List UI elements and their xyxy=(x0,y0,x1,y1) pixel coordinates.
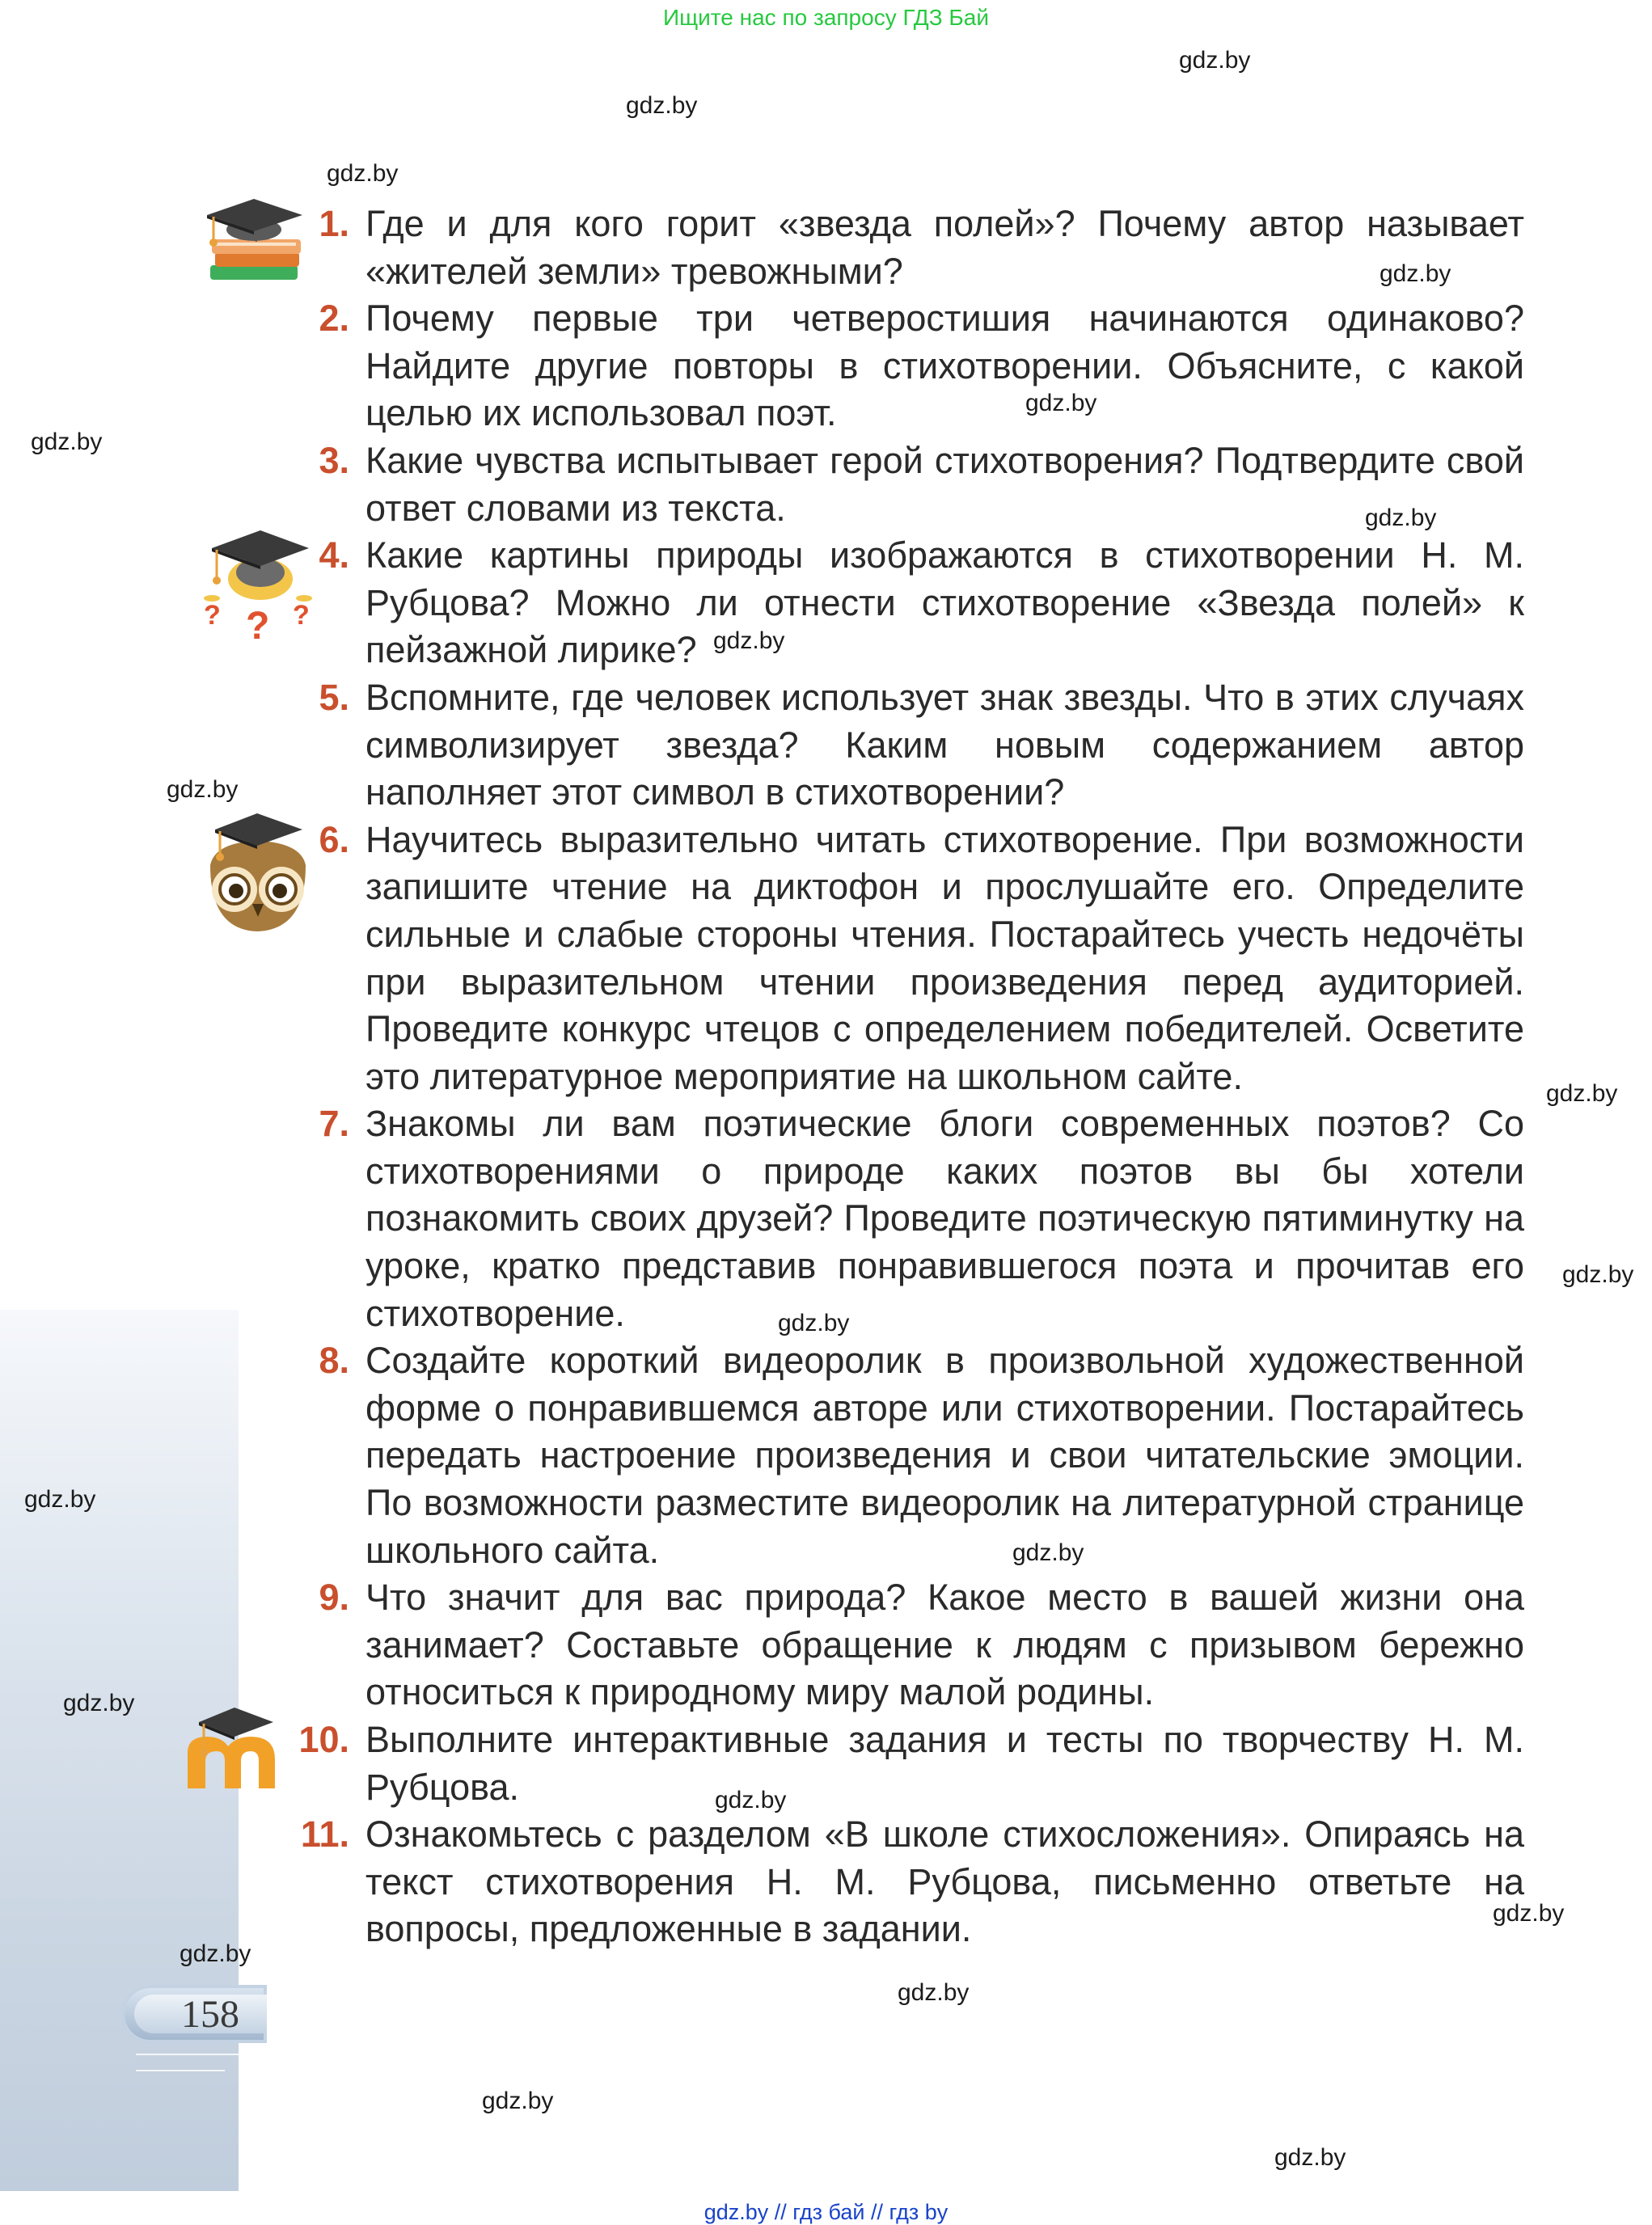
watermark: gdz.by xyxy=(715,1787,787,1813)
question-text: Где и для кого горит «звезда полей»? Почему автор называет «жителей земли» тревожными? xyxy=(365,203,1524,292)
question-item xyxy=(291,674,1524,817)
question-item xyxy=(291,201,1524,295)
question-text: Создайте короткий видеоролик в произвольной художественной форме о понравившемся авторе или стихотворении. Постарайтесь передать настроение произведения и свои читательские эмоции. По возможности разместите видеоролик на литературной странице школьного сайта. xyxy=(365,1340,1524,1571)
question-item xyxy=(291,1811,1524,1953)
question-number: 10. xyxy=(298,1719,349,1760)
watermark: gdz.by xyxy=(1562,1261,1634,1288)
watermark: gdz.by xyxy=(1379,260,1451,287)
footer-links[interactable]: gdz.by // гдз бай // гдз by xyxy=(703,2200,949,2224)
question-item xyxy=(291,1574,1524,1716)
question-number: 7. xyxy=(319,1103,349,1145)
question-number: 8. xyxy=(319,1340,349,1382)
question-number: 2. xyxy=(319,298,349,340)
watermark: gdz.by xyxy=(1546,1080,1618,1107)
question-text: Почему первые три четверостишия начинаются одинаково? Найдите другие повторы в стихотворении. Объясните, с какой целью их использовал поэт. xyxy=(365,298,1524,434)
question-item xyxy=(291,295,1524,437)
question-item xyxy=(291,1100,1524,1337)
watermark: gdz.by xyxy=(1025,390,1097,416)
watermark: gdz.by xyxy=(63,1690,135,1716)
tab-divider xyxy=(136,2070,225,2071)
question-number: 1. xyxy=(319,203,349,244)
question-number: 5. xyxy=(319,676,349,718)
watermark: gdz.by xyxy=(1493,1900,1565,1927)
question-number: 9. xyxy=(319,1577,349,1619)
question-item xyxy=(291,532,1524,674)
watermark: gdz.by xyxy=(327,160,399,187)
svg-text:?: ? xyxy=(204,600,221,631)
watermark: gdz.by xyxy=(31,429,103,455)
watermark: gdz.by xyxy=(180,1940,251,1967)
svg-text:?: ? xyxy=(293,600,310,631)
watermark: gdz.by xyxy=(24,1486,96,1513)
header-search-hint[interactable]: Ищите нас по запросу ГДЗ Бай xyxy=(662,5,990,30)
watermark: gdz.by xyxy=(482,2088,554,2114)
question-item xyxy=(291,1716,1524,1811)
moodle-m-icon xyxy=(180,1704,301,1793)
watermark: gdz.by xyxy=(713,627,785,654)
watermark: gdz.by xyxy=(1274,2144,1346,2171)
question-text: Что значит для вас природа? Какое место в вашей жизни она занимает? Составьте обращение к людям с призывом бережно относиться к природному миру малой родины. xyxy=(365,1577,1524,1713)
watermark: gdz.by xyxy=(1012,1539,1084,1566)
question-text: Научитесь выразительно читать стихотворение. При возможности запишите чтение на диктофон и прослушайте его. Определите сильные и слабые стороны чтения. Постарайтесь учесть недочёты при выразительном чтении произведения перед аудиторией. Проведите конкурс чтецов с определением победителей. Осветите это литературное мероприятие на школьном сайте. xyxy=(365,818,1524,1097)
question-text: Какие картины природы изображаются в стихотворении Н. М. Рубцова? Можно ли отнести стихотворение «Звезда полей» к пейзажной лирике? xyxy=(365,534,1524,671)
watermark: gdz.by xyxy=(167,776,239,803)
svg-text:?: ? xyxy=(246,605,270,647)
question-item xyxy=(291,817,1524,1101)
question-number: 4. xyxy=(319,534,349,576)
question-text: Какие чувства испытывает герой стихотворения? Подтвердите свой ответ словами из текста. xyxy=(365,439,1524,529)
question-text: Вспомните, где человек использует знак звезды. Что в этих случаях символизирует звезда? Каким новым содержанием автор наполняет этот символ в стихотворении? xyxy=(365,676,1524,813)
question-number: 6. xyxy=(319,818,349,860)
questions-list xyxy=(291,201,1524,1953)
question-number: 3. xyxy=(319,439,349,481)
question-text: Ознакомьтесь с разделом «В школе стихосложения». Опираясь на текст стихотворения Н. М. Рубцова, письменно ответьте на вопросы, предложенные в задании. xyxy=(365,1813,1524,1950)
page-number: 158 xyxy=(181,1993,239,2036)
watermark: gdz.by xyxy=(778,1310,850,1336)
watermark: gdz.by xyxy=(626,92,698,119)
question-number: 11. xyxy=(300,1813,349,1856)
watermark: gdz.by xyxy=(1179,47,1251,74)
question-text: Знакомы ли вам поэтические блоги современных поэтов? Со стихотворениями о природе каких поэтов вы бы хотели познакомить своих друзей? Проведите поэтическую пятиминутку на уроке, кратко представив понравившегося поэта и прочитав его стихотворение. xyxy=(365,1103,1524,1334)
question-item xyxy=(291,1337,1524,1574)
tab-divider xyxy=(136,2054,241,2055)
question-text: Выполните интерактивные задания и тесты по творчеству Н. М. Рубцова. xyxy=(365,1719,1524,1808)
watermark: gdz.by xyxy=(898,1979,970,2006)
watermark: gdz.by xyxy=(1365,505,1437,531)
question-item xyxy=(291,437,1524,532)
